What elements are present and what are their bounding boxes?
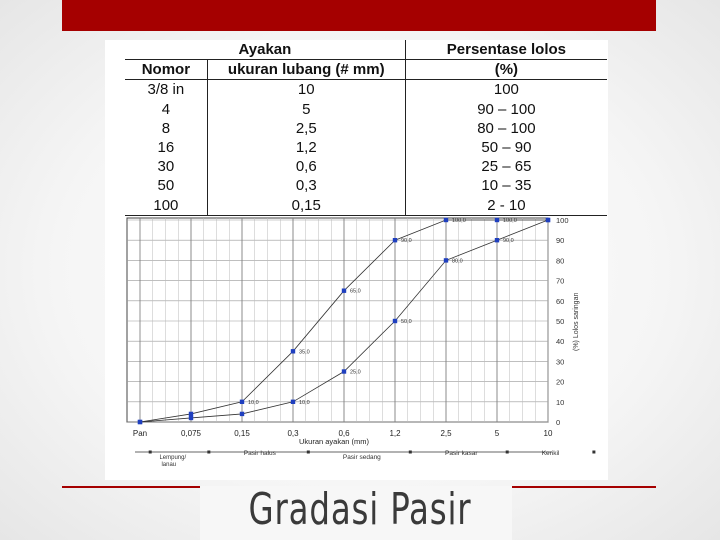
cell-ukuran: 10 (207, 80, 405, 100)
data-label: 50,0 (401, 319, 412, 325)
data-point (240, 400, 244, 404)
cell-nomor: 50 (157, 177, 175, 195)
data-label: 90,0 (503, 238, 514, 245)
data-point (444, 218, 448, 222)
band-label: Pasir kasar (445, 450, 478, 457)
header-persen-unit: (%) (405, 60, 607, 80)
x-tick-label: 1,2 (389, 429, 401, 438)
cell-ukuran: 2,5 (207, 119, 405, 138)
band-marker (592, 451, 595, 454)
x-tick-label: 10 (543, 429, 553, 438)
cell-nomor: 100 (153, 196, 179, 214)
data-point (495, 238, 499, 242)
x-tick-label: 2,5 (440, 429, 452, 438)
cell-persen: 2 - 10 (405, 196, 607, 216)
y-tick-label: 50 (556, 317, 565, 326)
gradation-chart (105, 40, 608, 480)
data-point (444, 258, 448, 262)
band-label: lanau (161, 462, 177, 468)
y-tick-label: 30 (556, 357, 565, 367)
cell-ukuran: 0,3 (207, 176, 405, 195)
header-persentase: Persentase lolos (405, 40, 607, 60)
data-point (342, 369, 346, 373)
y-tick-label: 90 (556, 236, 565, 246)
cell-ukuran: 0,15 (207, 196, 405, 216)
cell-ukuran: 5 (207, 100, 405, 119)
cell-nomor: 4 (161, 100, 171, 118)
y-tick-label: 70 (556, 276, 565, 286)
x-tick-label: 5 (494, 429, 500, 438)
data-point (189, 416, 193, 420)
band-label: Pasir halus (243, 450, 276, 457)
band-label: Kerikil (541, 450, 560, 457)
cell-persen: 10 – 35 (405, 176, 607, 195)
data-point (393, 319, 397, 323)
y-axis-label: (%) Lolos saringan (573, 292, 580, 351)
y-tick-label: 60 (556, 296, 565, 306)
data-point (393, 238, 397, 242)
band-marker (149, 451, 152, 454)
cell-persen: 80 – 100 (405, 119, 607, 138)
header-nomor: Nomor (125, 60, 207, 80)
data-point (495, 218, 499, 222)
band-label: Lempung/ (159, 455, 187, 461)
data-point (189, 412, 193, 416)
y-tick-label: 0 (556, 418, 561, 427)
x-tick-label: 0,3 (287, 429, 299, 438)
band-marker (307, 451, 310, 454)
data-point (240, 412, 244, 416)
slide-title: Gradasi Pasir (248, 484, 472, 535)
cell-persen: 50 – 90 (405, 138, 607, 157)
band-marker (409, 451, 412, 454)
cell-nomor: 30 (157, 158, 175, 176)
x-tick-label: 0,075 (180, 429, 202, 438)
header-ukuran: ukuran lubang (# mm) (207, 60, 405, 80)
data-label: 25,0 (350, 369, 361, 376)
header-ayakan: Ayakan (238, 41, 292, 59)
band-label: Pasir sedang (342, 454, 381, 461)
cell-persen: 90 – 100 (405, 100, 607, 119)
data-label: 10,0 (248, 399, 259, 406)
data-point (138, 420, 142, 424)
cell-ukuran: 1,2 (207, 138, 405, 157)
data-point (291, 400, 295, 404)
plot-frame (127, 218, 548, 422)
data-point (291, 349, 295, 353)
gradation-figure (105, 40, 608, 480)
cell-persen: 25 – 65 (405, 157, 607, 176)
y-tick-label: 80 (556, 256, 565, 266)
x-tick-label: Pan (132, 429, 148, 438)
data-label: 35,0 (299, 349, 310, 356)
data-point (342, 289, 346, 293)
data-label: 80,0 (452, 258, 463, 265)
band-marker (207, 451, 210, 454)
cell-ukuran: 0,6 (207, 157, 405, 176)
band-marker (506, 451, 509, 454)
data-label: 65,0 (350, 288, 361, 295)
y-tick-label: 10 (556, 397, 565, 407)
y-tick-label: 20 (556, 377, 565, 387)
data-label: 10,0 (299, 399, 310, 406)
cell-nomor: 16 (157, 139, 175, 157)
data-point (546, 218, 550, 222)
cell-nomor: 3/8 in (125, 80, 207, 100)
data-label: 100,0 (503, 218, 517, 224)
y-tick-label: 100 (556, 216, 569, 225)
data-label: 100,0 (452, 218, 466, 224)
x-tick-label: 0,15 (234, 429, 250, 438)
data-label: 90,0 (401, 238, 412, 245)
cell-persen: 100 (405, 80, 607, 100)
y-tick-label: 40 (556, 337, 565, 347)
header-accent-bar (62, 0, 656, 31)
x-axis-label: Ukuran ayakan (mm) (298, 437, 370, 446)
x-tick-label: 0,6 (338, 429, 350, 438)
cell-nomor: 8 (161, 119, 171, 137)
